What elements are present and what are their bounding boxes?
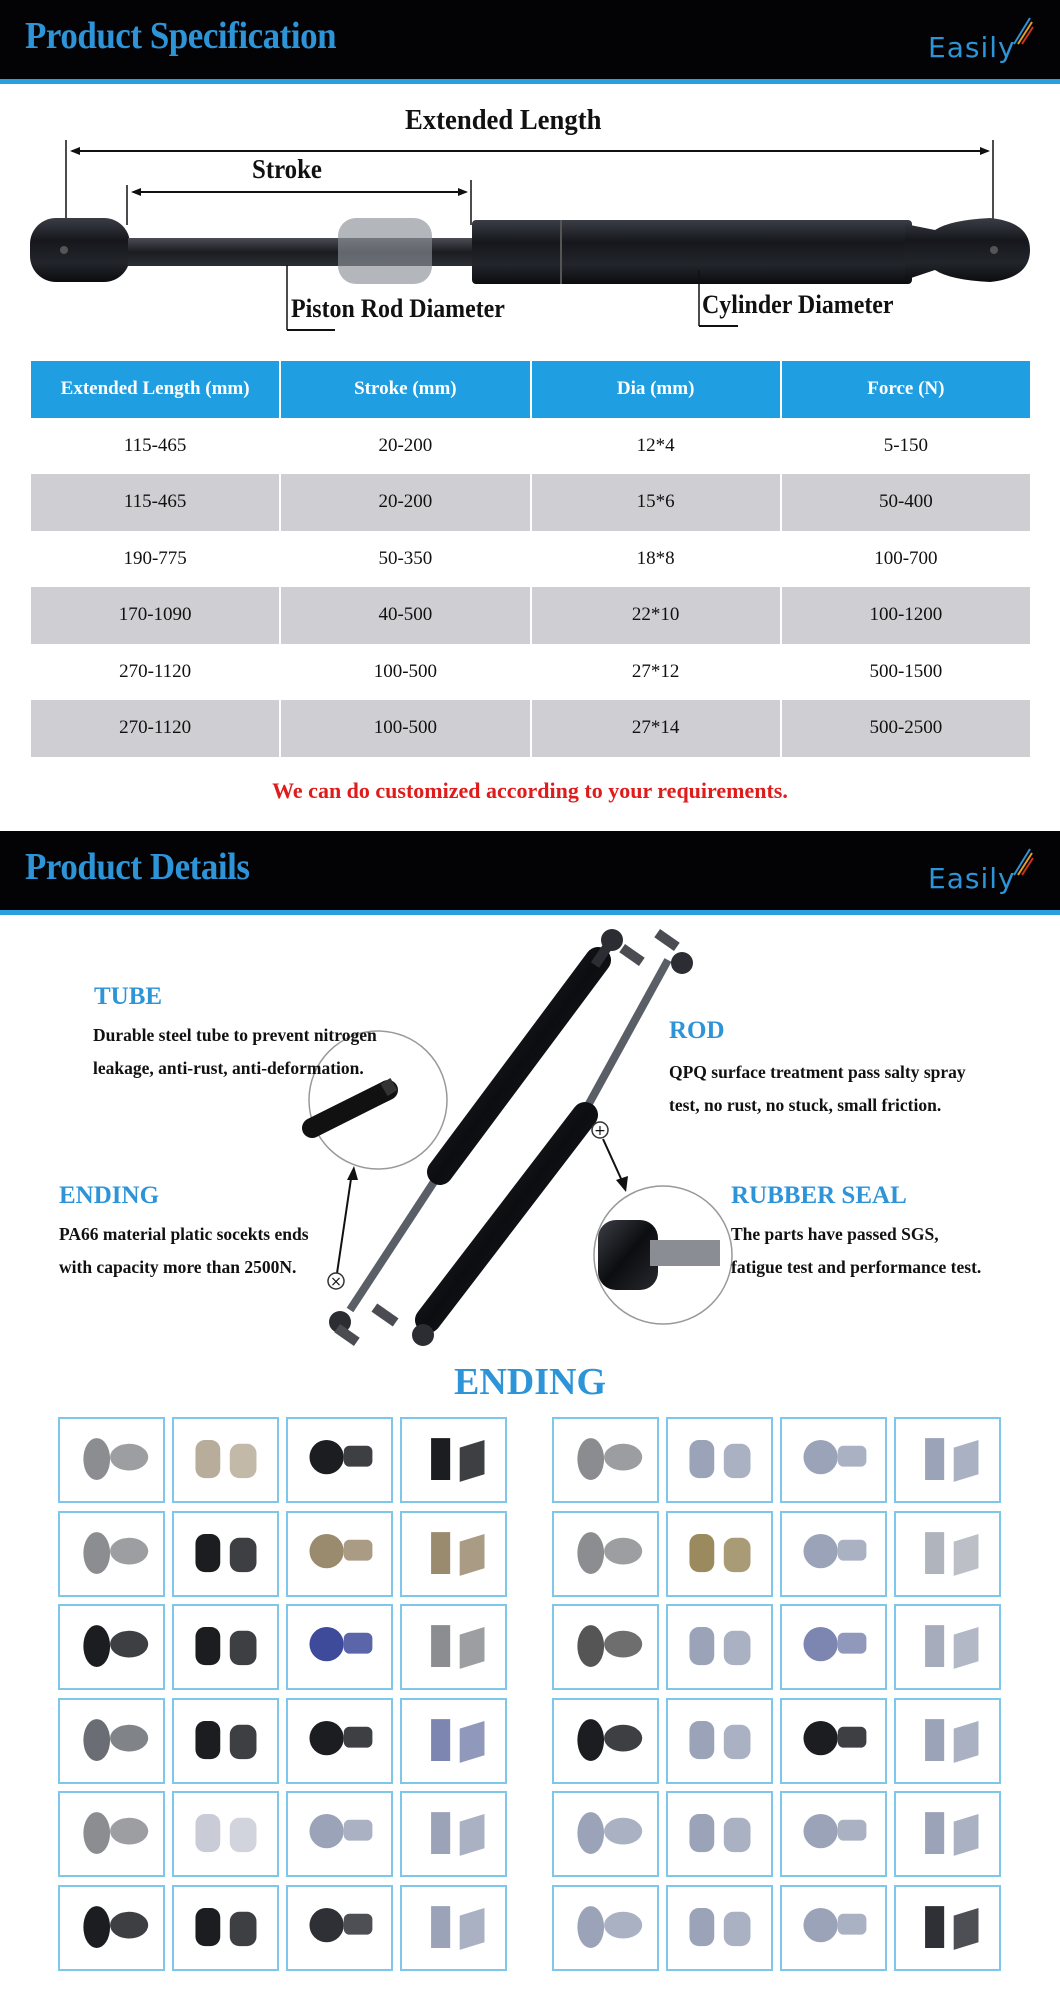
svg-text:+: + <box>594 1123 606 1139</box>
ending-tile-steel-v-brackets <box>666 1885 773 1971</box>
cell-dia: 22*10 <box>532 587 782 644</box>
cell-extended-length: 115-465 <box>31 474 281 531</box>
steel-curved-brackets-icon <box>668 1793 771 1875</box>
black-square-socket-icon <box>174 1513 277 1595</box>
ending-tile-grey-eye-end <box>400 1604 507 1690</box>
ending-feature-description <box>59 1218 309 1284</box>
ending-tile-black-curved-bracket <box>58 1885 165 1971</box>
black-bent-bracket-icon <box>782 1700 885 1782</box>
ending-tile-black-angle-socket <box>286 1417 393 1503</box>
ending-tile-steel-eye-fork <box>780 1417 887 1503</box>
ending-tile-steel-eye-end <box>666 1417 773 1503</box>
ending-tile-black-ball-joint-stud <box>400 1417 507 1503</box>
steel-roller-bracket-icon <box>402 1793 505 1875</box>
steel-latch-hinge-icon <box>668 1606 771 1688</box>
cell-stroke: 100-500 <box>281 700 531 757</box>
steel-eye-fork-icon <box>782 1419 885 1501</box>
grey-plastic-mount-icon <box>60 1419 163 1501</box>
cylinder-diameter-label: Cylinder Diameter <box>702 290 894 319</box>
extended-length-label: Extended Length <box>405 104 602 136</box>
cell-stroke: 100-500 <box>281 644 531 701</box>
steel-tall-brackets-icon <box>554 1887 657 1969</box>
table-row <box>31 418 1030 475</box>
beige-clip-socket-icon <box>174 1419 277 1501</box>
lever-handle-icon <box>402 1700 505 1782</box>
ending-tile-black-pull-latch <box>552 1698 659 1784</box>
cell-extended-length: 190-775 <box>31 531 281 588</box>
ending-tile-chrome-ball-joint <box>58 1698 165 1784</box>
tube-feature-title: TUBE <box>94 983 163 1010</box>
cell-extended-length: 170-1090 <box>31 587 281 644</box>
ending-tile-black-ball-joint <box>172 1698 279 1784</box>
cell-stroke: 40-500 <box>281 587 531 644</box>
ending-tile-black-clip-socket <box>58 1604 165 1690</box>
rubber-seal-description-line: fatigue test and performance test. <box>731 1257 982 1277</box>
ending-tile-steel-wing-mounts <box>894 1791 1001 1877</box>
steel-clevis-icon <box>668 1700 771 1782</box>
brand-logo <box>928 845 1038 895</box>
table-row <box>31 531 1030 588</box>
ending-tile-aluminum-eye-end <box>894 1511 1001 1597</box>
brass-fork-clevis-icon <box>668 1513 771 1595</box>
table-row <box>31 644 1030 701</box>
piston-rod-diameter-label: Piston Rod Diameter <box>291 294 505 323</box>
cell-dia: 12*4 <box>532 418 782 475</box>
rod-feature-title: ROD <box>669 1017 725 1044</box>
stroke-label: Stroke <box>252 154 322 184</box>
ending-tile-grey-plastic-mount <box>58 1417 165 1503</box>
ending-feature-title: ENDING <box>59 1182 160 1209</box>
customization-note: We can do customized according to your requirements. <box>272 778 788 803</box>
ending-description-line: with capacity more than 2500N. <box>59 1257 297 1277</box>
cell-force: 500-2500 <box>782 700 1030 757</box>
cell-stroke: 20-200 <box>281 418 531 475</box>
blue-stud-socket-icon <box>288 1606 391 1688</box>
cell-stroke: 20-200 <box>281 474 531 531</box>
bronze-flange-mount-icon <box>288 1513 391 1595</box>
column-header-stroke: Stroke (mm) <box>281 361 531 418</box>
grey-eye-socket-icon <box>60 1513 163 1595</box>
cell-force: 100-1200 <box>782 587 1030 644</box>
black-pull-latch-icon <box>554 1700 657 1782</box>
black-ball-joint-stud-icon <box>402 1419 505 1501</box>
white-push-latch-icon <box>174 1793 277 1875</box>
dark-offset-bracket-icon <box>288 1887 391 1969</box>
brand-name: Easily <box>928 862 1016 895</box>
table-row <box>31 587 1030 644</box>
steel-plate-hinge-icon <box>402 1887 505 1969</box>
ending-gallery-title: ENDING <box>453 1361 607 1403</box>
black-oval-socket-icon <box>174 1606 277 1688</box>
ending-tile-blue-stud-socket <box>286 1604 393 1690</box>
ending-tile-steel-eye-tab <box>894 1417 1001 1503</box>
brand-name: Easily <box>928 31 1016 64</box>
ending-tile-steel-latch-hinge <box>666 1604 773 1690</box>
steel-hook-mount-icon <box>782 1513 885 1595</box>
steel-ball-brackets-icon <box>554 1793 657 1875</box>
cell-extended-length: 270-1120 <box>31 644 281 701</box>
steel-eye-end-icon <box>668 1419 771 1501</box>
cell-dia: 27*14 <box>532 700 782 757</box>
rod-end-bearings-icon <box>554 1419 657 1501</box>
svg-text:×: × <box>330 1274 342 1290</box>
gas-spring-diagram <box>0 94 1060 344</box>
cell-stroke: 50-350 <box>281 531 531 588</box>
dark-clevis-brackets-icon <box>896 1887 999 1969</box>
recessed-pull-latch-icon <box>896 1606 999 1688</box>
chrome-ball-joint-icon <box>60 1700 163 1782</box>
ending-tile-steel-angle-pair <box>894 1698 1001 1784</box>
ending-tile-black-bent-bracket <box>780 1698 887 1784</box>
tube-feature-description <box>93 1019 377 1085</box>
column-header-force: Force (N) <box>782 361 1030 418</box>
cell-extended-length: 270-1120 <box>31 700 281 757</box>
ending-tile-white-push-latch <box>172 1791 279 1877</box>
cell-extended-length: 115-465 <box>31 418 281 475</box>
ending-tile-brass-fork-clevis <box>666 1511 773 1597</box>
black-angle-socket-icon <box>288 1419 391 1501</box>
cell-force: 500-1500 <box>869 660 943 682</box>
ending-tile-rod-end-bearings <box>552 1417 659 1503</box>
grey-eye-pair-icon <box>554 1513 657 1595</box>
ending-tile-black-cup-socket <box>286 1698 393 1784</box>
steel-wing-mounts-icon <box>896 1793 999 1875</box>
brand-logo <box>928 14 1038 64</box>
steel-eye-tab-icon <box>896 1419 999 1501</box>
cell-force: 5-150 <box>883 434 929 456</box>
ending-tile-bronze-plate-bracket <box>400 1511 507 1597</box>
cell-force: 50-400 <box>782 474 1030 531</box>
ending-tile-black-square-socket <box>172 1511 279 1597</box>
rubber-seal-feature-title: RUBBER SEAL <box>731 1182 907 1209</box>
black-curved-bracket-icon <box>60 1887 163 1969</box>
details-section-title: Product Details <box>25 846 250 888</box>
cell-dia: 27*12 <box>532 644 782 701</box>
table-row <box>31 700 1030 757</box>
ending-tile-steel-ball-brackets <box>552 1791 659 1877</box>
ending-tile-steel-tall-brackets <box>552 1885 659 1971</box>
black-hook-bracket-icon <box>174 1887 277 1969</box>
ending-tile-steel-curved-brackets <box>666 1791 773 1877</box>
ending-tile-grey-eye-socket <box>58 1511 165 1597</box>
ending-tile-steel-hook-mount <box>780 1511 887 1597</box>
ending-tile-cable-release <box>552 1604 659 1690</box>
black-clip-socket-icon <box>60 1606 163 1688</box>
bronze-plate-bracket-icon <box>402 1513 505 1595</box>
steel-v-brackets-icon <box>668 1887 771 1969</box>
steel-angle-pair-icon <box>896 1700 999 1782</box>
ending-tile-recessed-pull-latch <box>894 1604 1001 1690</box>
spec-banner <box>0 0 1060 84</box>
rubber-seal-feature-description <box>731 1218 981 1284</box>
steel-wide-brackets-icon <box>782 1887 885 1969</box>
column-header-dia: Dia (mm) <box>532 361 782 418</box>
table-row <box>31 474 1030 531</box>
ending-tile-steel-long-brackets <box>780 1791 887 1877</box>
ending-tile-steel-wide-brackets <box>780 1885 887 1971</box>
ending-gallery-right <box>552 1417 1001 1971</box>
ending-tile-t-bar-handle <box>780 1604 887 1690</box>
details-banner <box>0 831 1060 915</box>
ending-tile-steel-roller-bracket <box>400 1791 507 1877</box>
ending-tile-dark-clevis-brackets <box>894 1885 1001 1971</box>
black-ball-joint-icon <box>174 1700 277 1782</box>
ending-tile-black-hook-bracket <box>172 1885 279 1971</box>
ending-tile-lever-handle <box>400 1698 507 1784</box>
spec-section-title: Product Specification <box>25 15 337 57</box>
ending-tile-bronze-flange-mount <box>286 1511 393 1597</box>
tube-description-line: leakage, anti-rust, anti-deformation. <box>93 1058 364 1078</box>
black-cup-socket-icon <box>288 1700 391 1782</box>
cell-dia: 15*6 <box>532 474 782 531</box>
cell-dia: 18*8 <box>532 531 782 588</box>
ending-tile-steel-clevis <box>666 1698 773 1784</box>
ending-description-line: PA66 material platic socekts ends <box>59 1224 309 1244</box>
grey-t-handle-icon <box>60 1793 163 1875</box>
ending-tile-steel-plate-hinge <box>400 1885 507 1971</box>
ending-gallery-left <box>58 1417 507 1971</box>
rubber-seal-description-line: The parts have passed SGS, <box>731 1224 939 1244</box>
ending-tile-grey-eye-pair <box>552 1511 659 1597</box>
grey-eye-end-icon <box>402 1606 505 1688</box>
spec-table <box>31 361 1030 757</box>
steel-long-brackets-icon <box>782 1793 885 1875</box>
column-header-extended-length: Extended Length (mm) <box>31 361 281 418</box>
tube-description-line: Durable steel tube to prevent nitrogen <box>93 1025 377 1045</box>
table-header-row <box>31 361 1030 418</box>
cell-force: 100-700 <box>874 547 938 569</box>
ending-tile-beige-clip-socket <box>172 1417 279 1503</box>
ending-tile-steel-angle-bracket <box>286 1791 393 1877</box>
ending-tile-dark-offset-bracket <box>286 1885 393 1971</box>
aluminum-eye-end-icon <box>896 1513 999 1595</box>
t-bar-handle-icon <box>782 1606 885 1688</box>
rod-description-line: test, no rust, no stuck, small friction. <box>669 1095 942 1115</box>
cable-release-icon <box>554 1606 657 1688</box>
ending-tile-black-oval-socket <box>172 1604 279 1690</box>
rod-description-line: QPQ surface treatment pass salty spray <box>669 1062 966 1082</box>
ending-tile-grey-t-handle <box>58 1791 165 1877</box>
steel-angle-bracket-icon <box>288 1793 391 1875</box>
rod-feature-description <box>669 1056 966 1122</box>
